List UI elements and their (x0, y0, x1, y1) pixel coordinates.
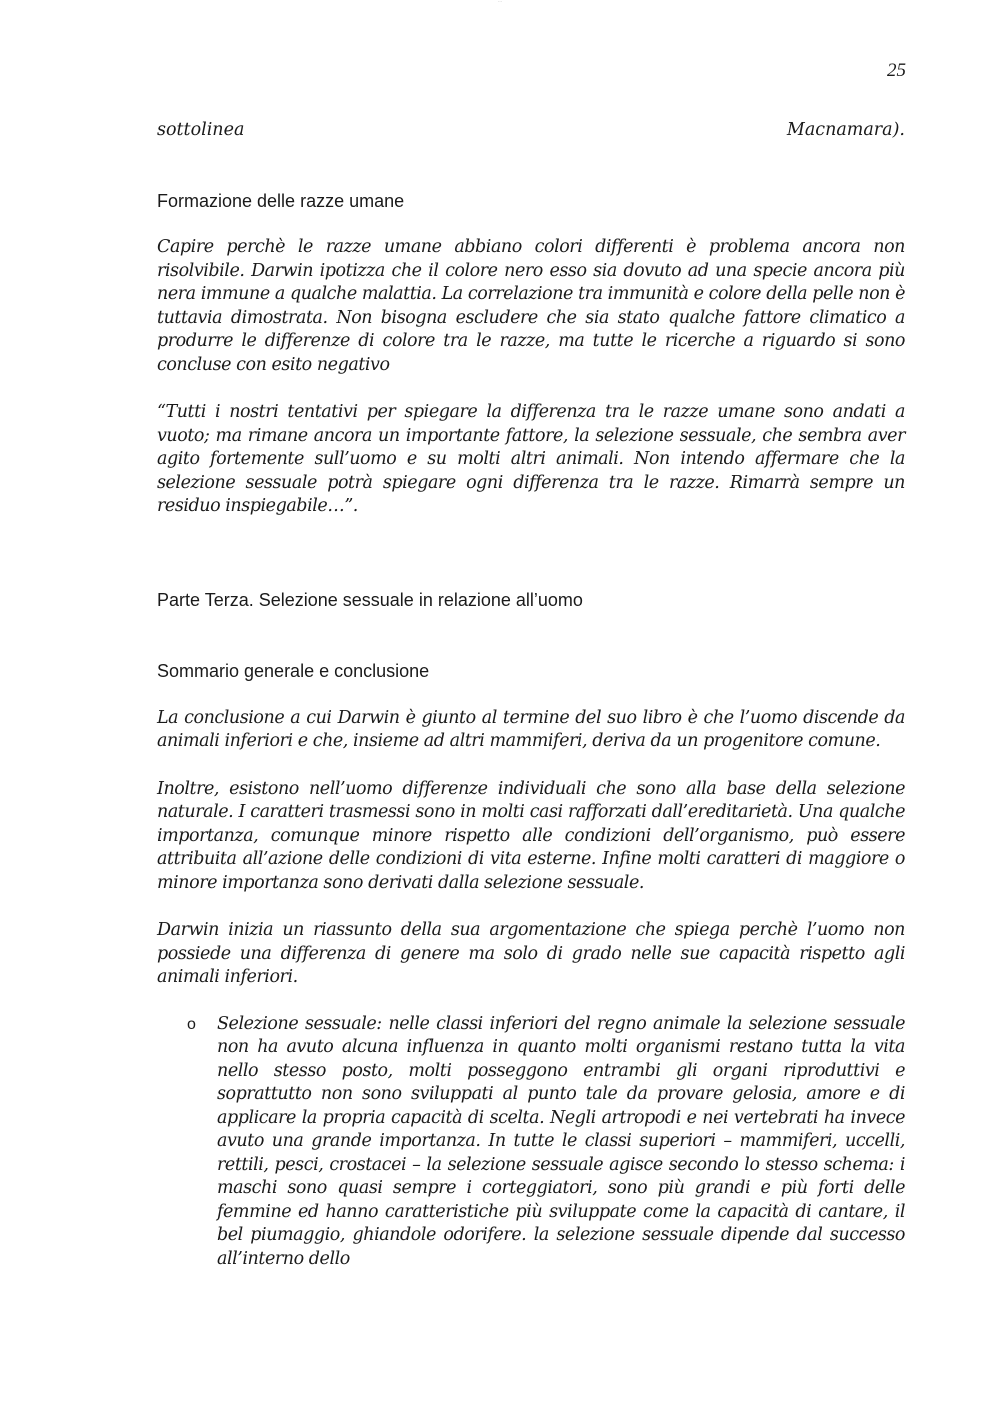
carry-over-left: sottolinea (157, 120, 245, 140)
paragraph-sommario-2: Inoltre, esistono nell’uomo differenze individuali che sono alla base della selezione naturale. I caratteri trasmessi sono in molti casi rafforzati dall’ereditarietà. Una qualche importanza, comunque minore rispetto alle condizioni dell’organismo, può essere attribuita all’azione delle condizioni di vita esterne. Infine molti caratteri di maggiore o minore importanza sono derivati dalla selezione sessuale. (157, 778, 905, 893)
section-heading-parte-terza: Parte Terza. Selezione sessuale in relazione all’uomo (157, 589, 583, 610)
page-content (157, 118, 905, 1271)
paragraph-sommario-3: Darwin inizia un riassunto della sua argomentazione che spiega perchè l’uomo non possiede una differenza di genere ma solo di grado nelle sue capacità rispetto agli animali inferiori. (157, 920, 905, 987)
bullet-text-selezione: Selezione sessuale: nelle classi inferiori del regno animale la selezione sessuale non ha avuto alcuna influenza in quanto molti organismi restano tutta la vita nello stesso posto, molti posseggono entrambi gli organi riproduttivi e soprattutto non sono sviluppati al punto tale da provare gelosia, amore e di applicare la propria capacità di scelta. Negli artropodi e nei vertebrati ha invece avuto una grande importanza. In tutte le classi superiori – mammiferi, uccelli, rettili, pesci, crostacei – la selezione sessuale agisce secondo lo stesso schema: i maschi sono quasi sempre i corteggiatori, sono più grandi e più forti delle femmine ed hanno caratteristiche più sviluppate come la capacità di cantare, il bel piumaggio, ghiandole odorifere. la selezione sessuale dipende dal successo all’interno dello (217, 1013, 905, 1269)
paragraph-razze-1: Capire perchè le razze umane abbiano colori differenti è problema ancora non risolvibile. Darwin ipotizza che il colore nero esso sia dovuto ad una specie ancora più nera immune a qualche malattia. La correlazione tra immunità e colore della pelle non è tuttavia dimostrata. Non bisogna escludere che sia stato qualche fattore climatico a produrre le differenze di colore tra le razze, ma tutte le ricerche a riguardo si sono concluse con esito negativo (157, 237, 905, 375)
bullet-marker: o (187, 1015, 196, 1033)
section-heading-sommario: Sommario generale e conclusione (157, 660, 430, 681)
page-number: 25 (887, 60, 906, 81)
quote-razze: “Tutti i nostri tentativi per spiegare la differenza tra le razze umane sono andati a vuoto; ma rimane ancora un importante fattore, la selezione sessuale, che sembra aver agito fortemente sull’uomo e su molti altri animali. Non intendo affermare che la selezione sessuale potrà spiegare ogni differenza tra le razze. Rimarrà sempre un residuo inspiegabile…”. (157, 402, 905, 516)
section-heading-razze: Formazione delle razze umane (157, 191, 405, 211)
bullet-item (157, 1013, 965, 1272)
page-header-text: ... (498, 0, 502, 3)
carry-over-line (157, 118, 905, 142)
paragraph-sommario-1: La conclusione a cui Darwin è giunto al termine del suo libro è che l’uomo discende da animali inferiori e che, insieme ad altri mammiferi, deriva da un progenitore comune. (157, 707, 905, 751)
carry-over-right: Macnamara). (786, 120, 905, 140)
